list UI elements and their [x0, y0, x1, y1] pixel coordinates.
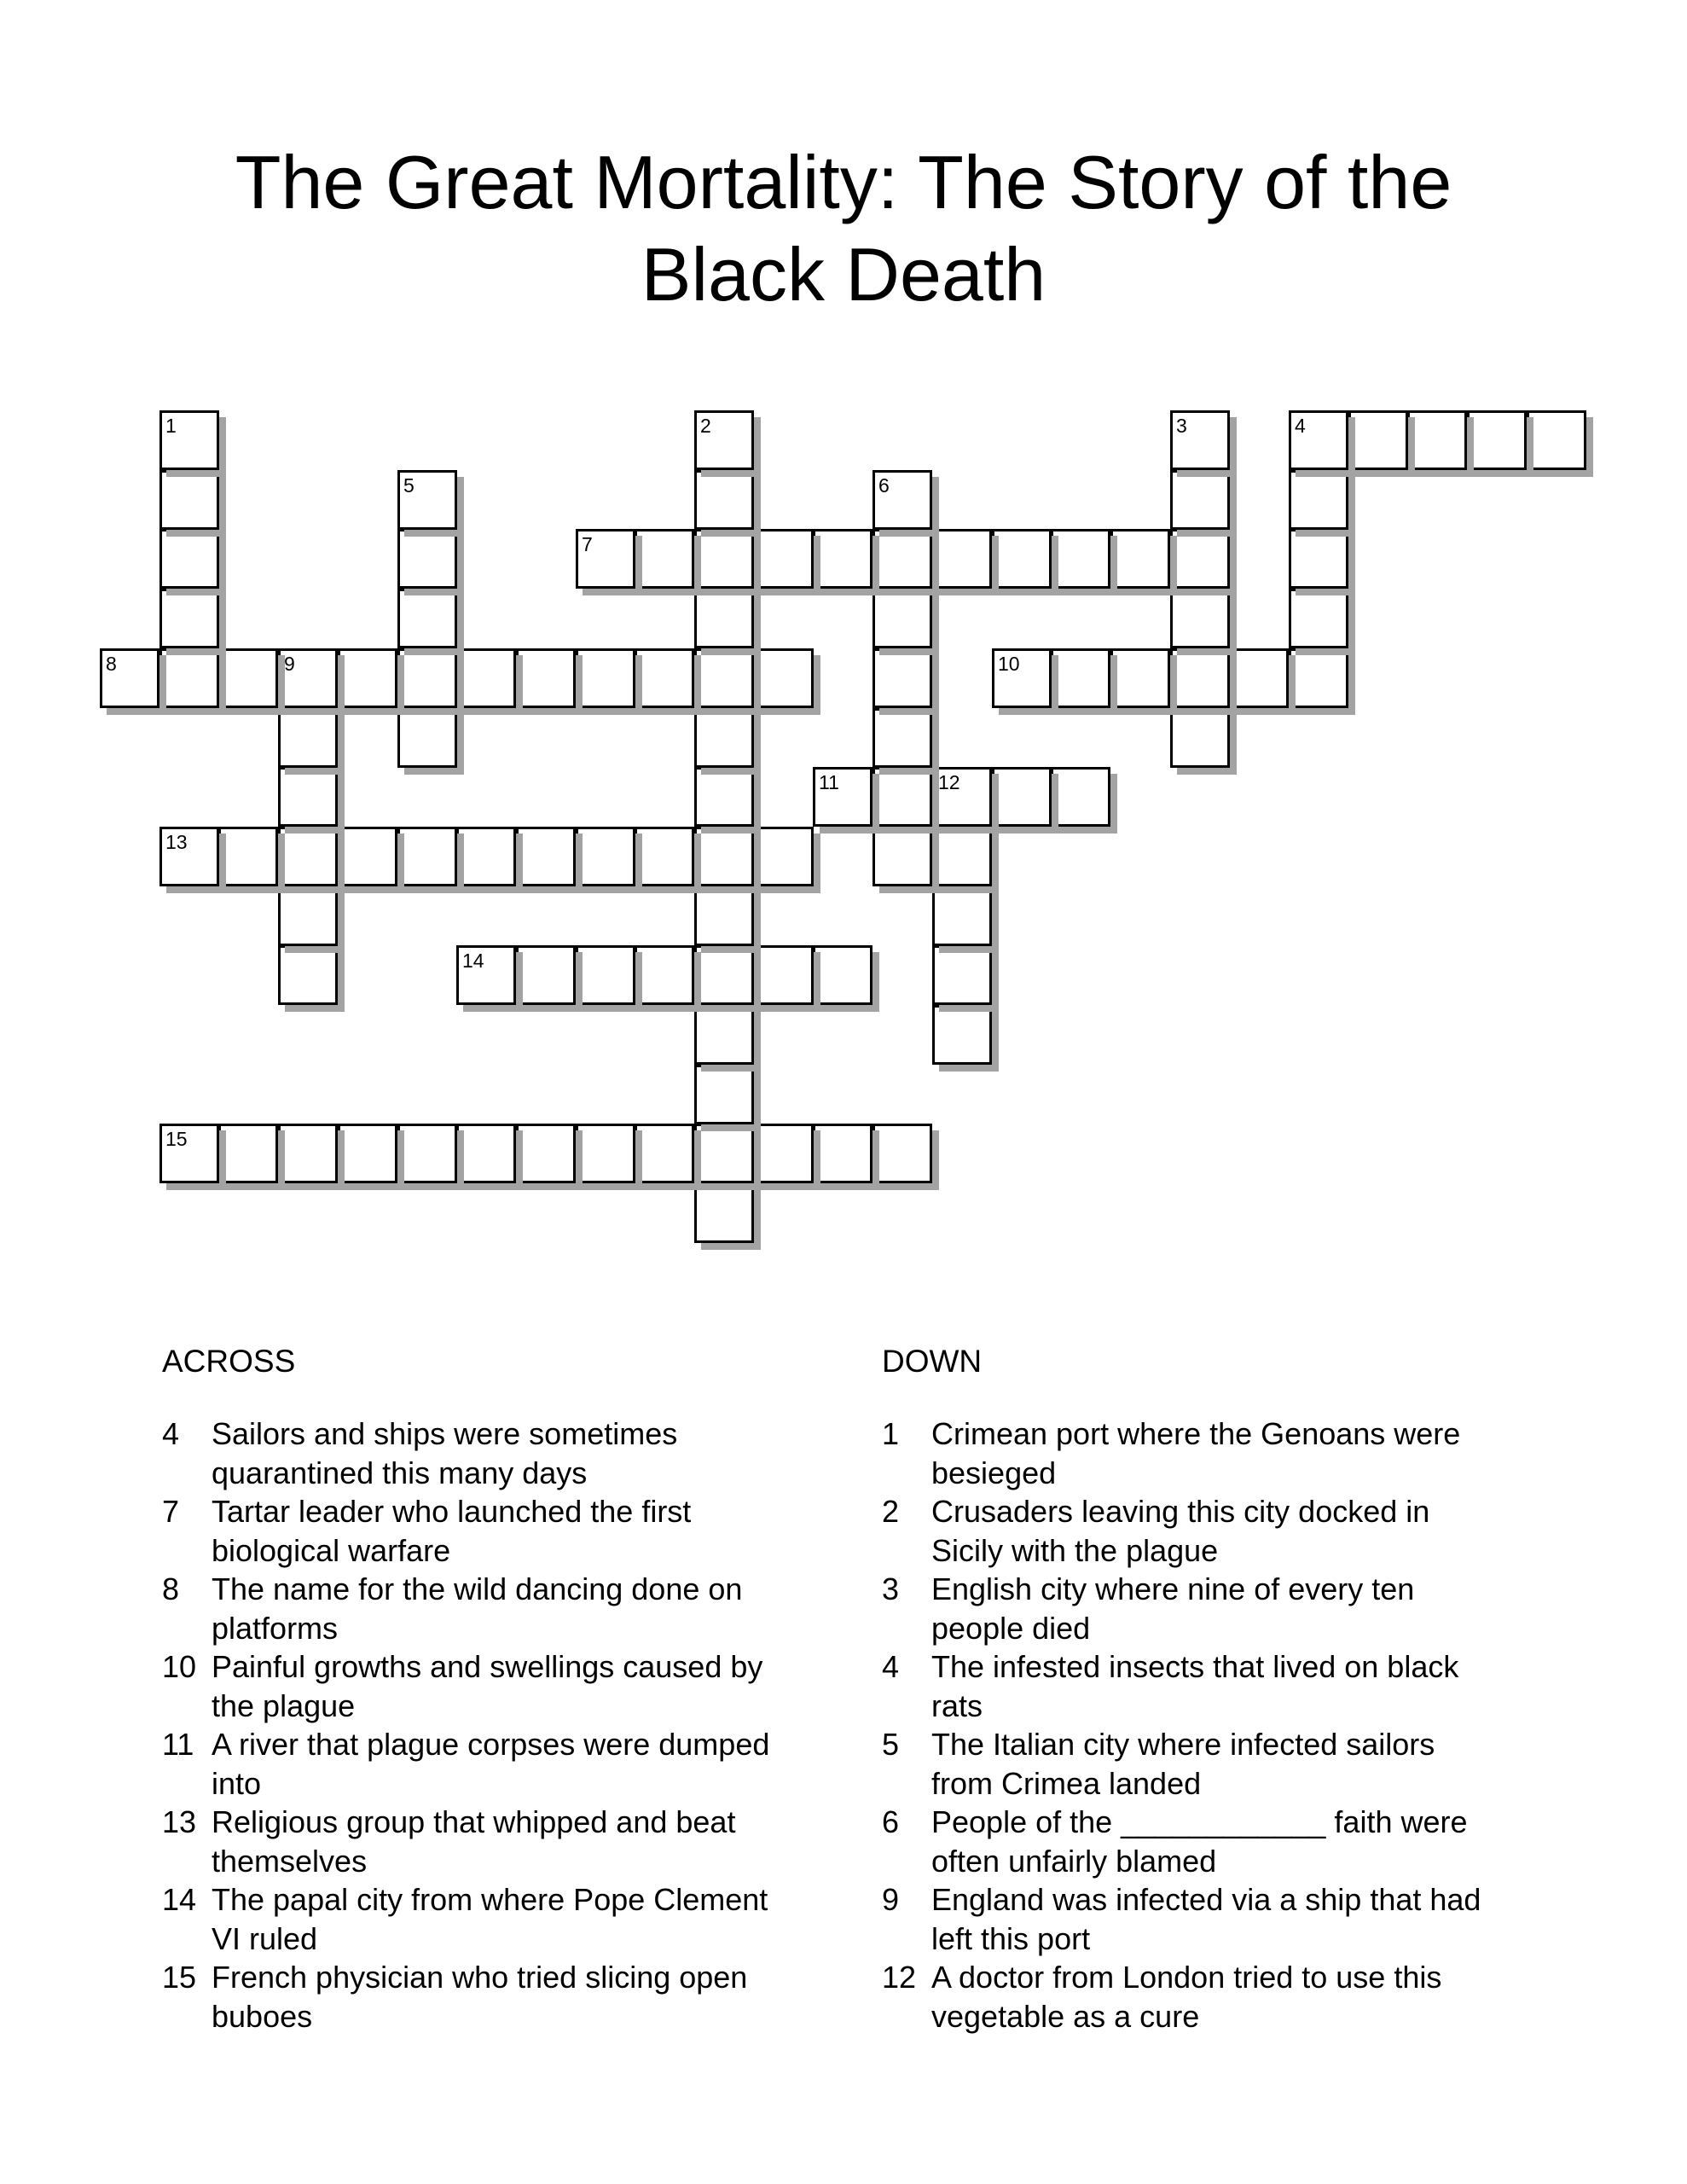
clue-number: 4	[162, 1416, 180, 1451]
cell-number: 6	[878, 474, 890, 497]
grid-cell[interactable]	[1051, 529, 1110, 589]
grid-cell[interactable]	[159, 1124, 219, 1183]
down-clue	[882, 1958, 1496, 2036]
cell-number: 12	[938, 771, 960, 793]
cell-number: 10	[998, 653, 1020, 675]
grid-cell[interactable]	[694, 708, 754, 768]
grid-cell[interactable]	[694, 945, 754, 1005]
grid-cell[interactable]	[159, 470, 219, 530]
grid-cell[interactable]	[1170, 470, 1230, 530]
grid-cell[interactable]	[694, 589, 754, 648]
grid-cell[interactable]	[576, 827, 635, 886]
grid-cell[interactable]	[397, 1124, 457, 1183]
grid-cell[interactable]	[218, 648, 278, 708]
grid-cell[interactable]	[397, 708, 457, 768]
clue-text: Crimean port where the Genoans were besieged	[931, 1416, 1461, 1490]
grid-cell[interactable]	[694, 886, 754, 946]
grid-cell[interactable]	[932, 529, 992, 589]
cell-number: 15	[165, 1128, 188, 1150]
across-clue	[162, 1492, 793, 1570]
grid-cell[interactable]	[932, 945, 992, 1005]
grid-cell[interactable]	[1170, 529, 1230, 589]
grid-cell[interactable]	[100, 648, 159, 708]
clue-text: The name for the wild dancing done on platforms	[212, 1571, 743, 1646]
grid-cell[interactable]	[1170, 410, 1230, 470]
grid-cell[interactable]	[1289, 589, 1348, 648]
grid-cell[interactable]	[872, 648, 932, 708]
grid-cell[interactable]	[694, 529, 754, 589]
grid-cell[interactable]	[397, 470, 457, 530]
grid-cell[interactable]	[1289, 470, 1348, 530]
grid-cell[interactable]	[1110, 529, 1170, 589]
grid-cell[interactable]	[1170, 708, 1230, 768]
grid-cell[interactable]	[159, 827, 219, 886]
across-clue	[162, 1803, 793, 1880]
clue-text: French physician who tried slicing open buboes	[212, 1960, 748, 2034]
grid-cell[interactable]	[635, 945, 694, 1005]
clue-text: A river that plague corpses were dumped into	[212, 1727, 770, 1801]
grid-cell[interactable]	[1170, 648, 1230, 708]
cell-number: 3	[1176, 415, 1187, 437]
title-line-1: The Great Mortality: The Story of the	[235, 140, 1452, 224]
grid-cell[interactable]	[516, 648, 576, 708]
grid-cell[interactable]	[278, 945, 338, 1005]
across-clue	[162, 1958, 793, 2036]
down-clue	[882, 1647, 1496, 1725]
grid-cell[interactable]	[872, 529, 932, 589]
down-heading: DOWN	[882, 1344, 983, 1379]
grid-cell[interactable]	[872, 827, 932, 886]
grid-cell[interactable]	[576, 648, 635, 708]
grid-cell[interactable]	[1229, 648, 1289, 708]
grid-cell[interactable]	[1467, 410, 1527, 470]
clue-number: 6	[882, 1804, 900, 1839]
down-clue	[882, 1570, 1496, 1647]
grid-cell[interactable]	[813, 1124, 872, 1183]
cell-number: 7	[582, 533, 593, 555]
cell-number: 4	[1295, 415, 1306, 437]
clue-number: 10	[162, 1649, 197, 1684]
clue-number: 5	[882, 1727, 900, 1762]
clue-number: 2	[882, 1494, 900, 1529]
clue-number: 7	[162, 1494, 180, 1529]
grid-cell[interactable]	[1289, 410, 1348, 470]
clue-text: The Italian city where infected sailors from Crimea landed	[931, 1727, 1435, 1801]
grid-cell[interactable]	[932, 767, 992, 827]
grid-cell[interactable]	[992, 767, 1052, 827]
grid-cell[interactable]	[694, 767, 754, 827]
grid-cell[interactable]	[992, 648, 1052, 708]
clue-text: Sailors and ships were sometimes quarantined this many days	[212, 1416, 678, 1490]
across-clue	[162, 1647, 793, 1725]
grid-cell[interactable]	[872, 708, 932, 768]
grid-cell[interactable]	[813, 945, 872, 1005]
down-clue	[882, 1803, 1496, 1880]
clue-text: People of the ____________ faith were often unfairly blamed	[931, 1804, 1468, 1879]
grid-cell[interactable]	[159, 589, 219, 648]
clue-number: 15	[162, 1960, 197, 1995]
clue-number: 3	[882, 1571, 900, 1606]
grid-cell[interactable]	[1527, 410, 1586, 470]
cell-number: 1	[165, 415, 177, 437]
clue-text: A doctor from London tried to use this vegetable as a cure	[931, 1960, 1442, 2034]
grid-cell[interactable]	[576, 1124, 635, 1183]
grid-cell[interactable]	[159, 529, 219, 589]
grid-cell[interactable]	[1289, 529, 1348, 589]
grid-cell[interactable]	[159, 648, 219, 708]
grid-cell[interactable]	[278, 708, 338, 768]
grid-cell[interactable]	[694, 1124, 754, 1183]
grid-cell[interactable]	[635, 648, 694, 708]
grid-cell[interactable]	[397, 589, 457, 648]
grid-cell[interactable]	[1051, 767, 1110, 827]
grid-cell[interactable]	[694, 470, 754, 530]
grid-cell[interactable]	[635, 529, 694, 589]
grid-cell[interactable]	[932, 886, 992, 946]
grid-cell[interactable]	[516, 945, 576, 1005]
grid-cell[interactable]	[872, 470, 932, 530]
across-clue	[162, 1414, 793, 1492]
grid-cell[interactable]	[278, 648, 338, 708]
cell-number: 13	[165, 831, 188, 853]
grid-cell[interactable]	[932, 827, 992, 886]
across-clue	[162, 1570, 793, 1647]
grid-cell[interactable]	[278, 1124, 338, 1183]
grid-cell[interactable]	[516, 1124, 576, 1183]
grid-cell[interactable]	[456, 648, 516, 708]
down-clue	[882, 1414, 1496, 1492]
clue-text: The papal city from where Pope Clement VI ruled	[212, 1882, 768, 1956]
clue-number: 14	[162, 1882, 197, 1917]
grid-cell[interactable]	[694, 1183, 754, 1243]
across-heading: ACROSS	[162, 1344, 296, 1379]
grid-cell[interactable]	[694, 827, 754, 886]
clue-number: 13	[162, 1804, 197, 1839]
grid-cell[interactable]	[516, 827, 576, 886]
clue-text: Crusaders leaving this city docked in Sicily with the plague	[931, 1494, 1430, 1568]
grid-cell[interactable]	[1348, 410, 1408, 470]
grid-cell[interactable]	[278, 886, 338, 946]
cell-number: 11	[819, 771, 839, 793]
grid-cell[interactable]	[694, 1005, 754, 1065]
grid-cell[interactable]	[338, 648, 397, 708]
clue-number: 9	[882, 1882, 900, 1917]
grid-cell[interactable]	[754, 529, 814, 589]
grid-cell[interactable]	[694, 410, 754, 470]
grid-cell[interactable]	[754, 1124, 814, 1183]
cell-number: 5	[403, 474, 415, 497]
grid-cell[interactable]	[932, 1005, 992, 1065]
grid-cell[interactable]	[992, 529, 1052, 589]
across-clue	[162, 1725, 793, 1803]
grid-cell[interactable]	[576, 945, 635, 1005]
down-clue	[882, 1492, 1496, 1570]
grid-cell[interactable]	[397, 529, 457, 589]
grid-cell[interactable]	[456, 1124, 516, 1183]
clue-number: 4	[882, 1649, 900, 1684]
clue-number: 11	[162, 1727, 194, 1762]
grid-cell[interactable]	[813, 529, 872, 589]
grid-cell[interactable]	[278, 767, 338, 827]
clue-text: Tartar leader who launched the first biological warfare	[212, 1494, 692, 1568]
down-clue-list	[882, 1414, 1496, 2036]
grid-cell[interactable]	[278, 827, 338, 886]
cell-number: 8	[106, 653, 117, 675]
across-clue-list	[162, 1414, 793, 2036]
grid-cell[interactable]	[397, 827, 457, 886]
clue-number: 1	[882, 1416, 900, 1451]
grid-cell[interactable]	[635, 1124, 694, 1183]
cell-number: 2	[700, 415, 711, 437]
grid-cell[interactable]	[338, 1124, 397, 1183]
grid-cell[interactable]	[1289, 648, 1348, 708]
grid-cell[interactable]	[754, 648, 814, 708]
cell-number: 9	[284, 653, 295, 675]
clue-text: Religious group that whipped and beat themselves	[212, 1804, 736, 1879]
grid-cell[interactable]	[576, 529, 635, 589]
grid-cell[interactable]	[813, 767, 872, 827]
grid-cell[interactable]	[1110, 648, 1170, 708]
grid-cell[interactable]	[159, 410, 219, 470]
grid-cell[interactable]	[456, 827, 516, 886]
grid-cell[interactable]	[397, 648, 457, 708]
grid-cell[interactable]	[1407, 410, 1467, 470]
grid-cell[interactable]	[1170, 589, 1230, 648]
down-clue	[882, 1880, 1496, 1958]
grid-cell[interactable]	[218, 827, 278, 886]
clue-number: 8	[162, 1571, 180, 1606]
grid-cell[interactable]	[635, 827, 694, 886]
clue-text: The infested insects that lived on black rats	[931, 1649, 1459, 1723]
grid-cell[interactable]	[872, 1124, 932, 1183]
clue-text: Painful growths and swellings caused by the plague	[212, 1649, 763, 1723]
grid-cell[interactable]	[456, 945, 516, 1005]
clue-text: English city where nine of every ten people died	[931, 1571, 1415, 1646]
grid-cell[interactable]	[754, 827, 814, 886]
grid-cell[interactable]	[694, 648, 754, 708]
grid-cell[interactable]	[694, 1065, 754, 1124]
grid-cell[interactable]	[872, 589, 932, 648]
cell-number: 14	[462, 950, 484, 972]
grid-cell[interactable]	[218, 1124, 278, 1183]
grid-cell[interactable]	[1051, 648, 1110, 708]
down-clue	[882, 1725, 1496, 1803]
clue-number: 12	[882, 1960, 917, 1995]
grid-cell[interactable]	[754, 945, 814, 1005]
across-clue	[162, 1880, 793, 1958]
clue-text: England was infected via a ship that had left this port	[931, 1882, 1481, 1956]
title-line-2: Black Death	[641, 232, 1046, 317]
grid-cell[interactable]	[338, 827, 397, 886]
grid-cell[interactable]	[872, 767, 932, 827]
